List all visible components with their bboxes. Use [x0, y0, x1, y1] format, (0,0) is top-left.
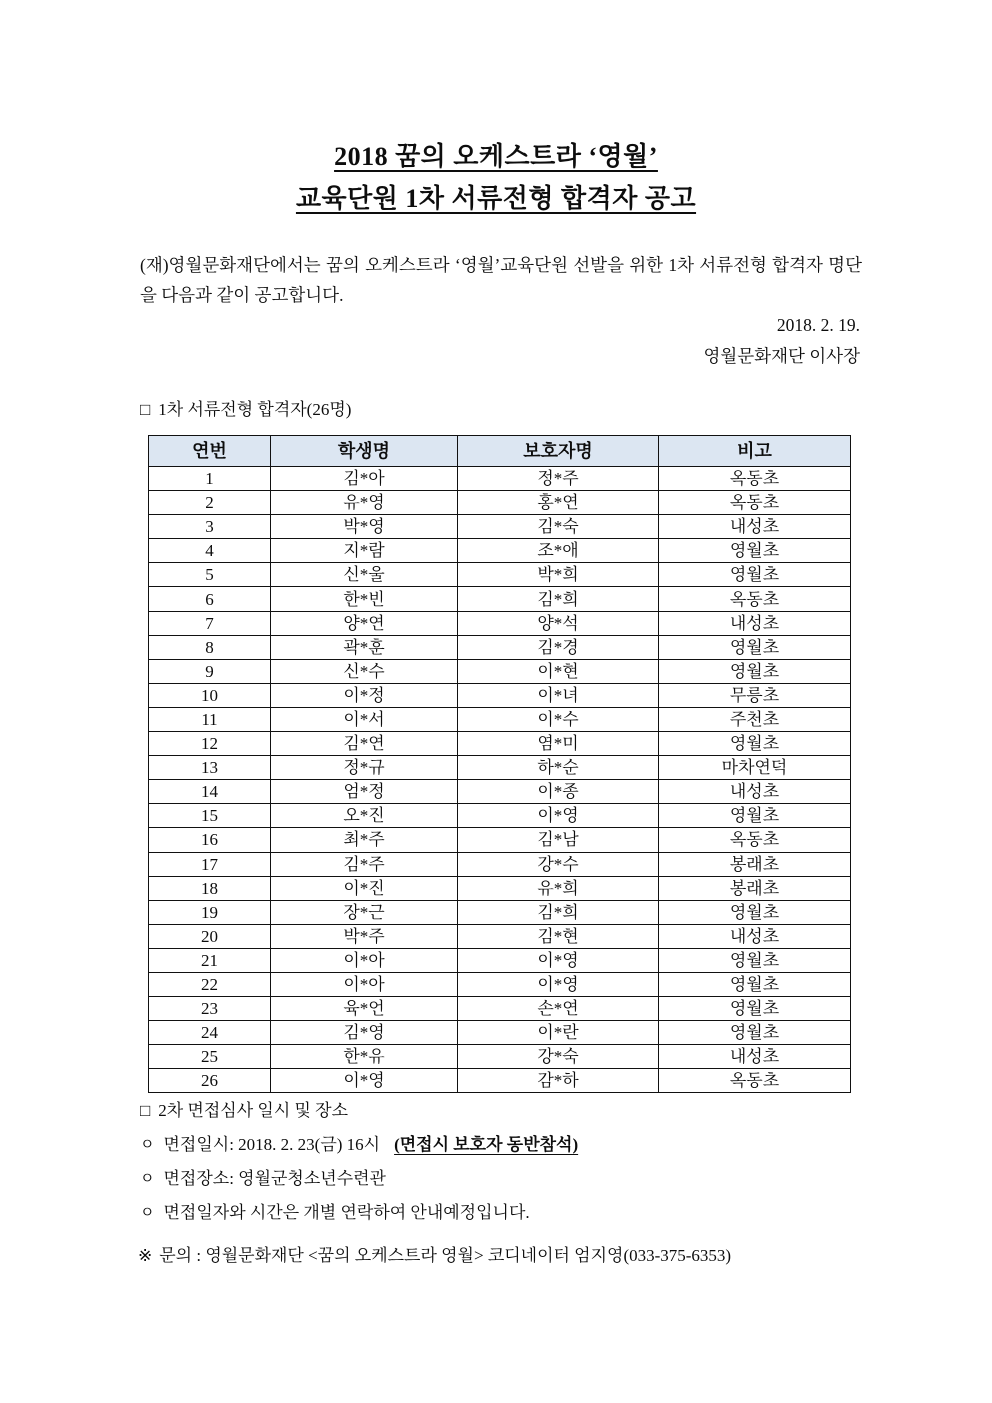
cell-guardian-name: 이*영 [458, 948, 659, 972]
table-row [149, 659, 851, 683]
table-row [149, 683, 851, 707]
cell-guardian-name: 김*숙 [458, 515, 659, 539]
cell-guardian-name: 손*연 [458, 997, 659, 1021]
cell-remark: 영월초 [659, 659, 851, 683]
intro-paragraph [140, 250, 862, 310]
cell-guardian-name: 박*희 [458, 563, 659, 587]
interview-notice-row [140, 1202, 900, 1224]
cell-student-name: 최*주 [271, 828, 458, 852]
cell-guardian-name: 김*희 [458, 587, 659, 611]
cell-student-name: 한*빈 [271, 587, 458, 611]
column-header-guardian: 보호자명 [458, 436, 659, 467]
cell-guardian-name: 조*애 [458, 539, 659, 563]
cell-guardian-name: 김*희 [458, 900, 659, 924]
cell-student-name: 김*연 [271, 732, 458, 756]
title-line-1-text: 2018 꿈의 오케스트라 ‘영월’ [334, 142, 658, 171]
cell-student-name: 김*아 [271, 467, 458, 491]
cell-remark: 영월초 [659, 563, 851, 587]
cell-seq-no: 14 [149, 780, 271, 804]
cell-seq-no: 13 [149, 756, 271, 780]
cell-student-name: 장*근 [271, 900, 458, 924]
table-header-row [149, 436, 851, 467]
issuer-name: 영월문화재단 이사장 [703, 346, 860, 367]
cell-student-name: 이*아 [271, 948, 458, 972]
table-row [149, 828, 851, 852]
document-title [0, 136, 992, 220]
table-row [149, 1045, 851, 1069]
cell-guardian-name: 하*순 [458, 756, 659, 780]
cell-remark: 영월초 [659, 997, 851, 1021]
interview-heading [140, 1100, 900, 1121]
cell-student-name: 이*진 [271, 876, 458, 900]
cell-student-name: 신*울 [271, 563, 458, 587]
interview-datetime-row [140, 1134, 900, 1156]
table-row [149, 563, 851, 587]
cell-remark: 영월초 [659, 635, 851, 659]
circle-bullet-icon: ㅇ [140, 1204, 155, 1221]
cell-seq-no: 1 [149, 467, 271, 491]
cell-remark: 무릉초 [659, 683, 851, 707]
square-bullet-icon: □ [140, 400, 151, 419]
contact-text: 문의 : 영월문화재단 <꿈의 오케스트라 영월> 코디네이터 엄지영(033-375-6353) [159, 1246, 732, 1265]
issue-date: 2018. 2. 19. [776, 315, 860, 335]
cell-seq-no: 6 [149, 587, 271, 611]
table-row [149, 900, 851, 924]
cell-seq-no: 18 [149, 876, 271, 900]
cell-remark: 마차연덕 [659, 756, 851, 780]
cell-guardian-name: 이*수 [458, 707, 659, 731]
roster-section-heading [140, 398, 351, 422]
cell-remark: 내성초 [659, 611, 851, 635]
cell-student-name: 김*영 [271, 1021, 458, 1045]
cell-remark: 내성초 [659, 780, 851, 804]
cell-remark: 영월초 [659, 1021, 851, 1045]
table-row [149, 635, 851, 659]
cell-remark: 영월초 [659, 539, 851, 563]
roster-table-body [149, 467, 851, 1093]
table-row [149, 707, 851, 731]
roster-heading-text: 1차 서류전형 합격자(26명) [158, 400, 352, 419]
cell-guardian-name: 이*종 [458, 780, 659, 804]
cell-student-name: 김*주 [271, 852, 458, 876]
cell-student-name: 신*수 [271, 659, 458, 683]
table-row [149, 924, 851, 948]
cell-seq-no: 9 [149, 659, 271, 683]
table-row [149, 1021, 851, 1045]
cell-guardian-name: 김*경 [458, 635, 659, 659]
cell-seq-no: 8 [149, 635, 271, 659]
roster-table [148, 435, 851, 1093]
cell-student-name: 이*정 [271, 683, 458, 707]
cell-remark: 내성초 [659, 1045, 851, 1069]
cell-guardian-name: 이*영 [458, 972, 659, 996]
cell-student-name: 육*언 [271, 997, 458, 1021]
table-row [149, 732, 851, 756]
title-line-1 [0, 136, 992, 178]
cell-seq-no: 26 [149, 1069, 271, 1093]
cell-seq-no: 21 [149, 948, 271, 972]
cell-remark: 영월초 [659, 900, 851, 924]
table-row [149, 587, 851, 611]
cell-student-name: 양*연 [271, 611, 458, 635]
interview-datetime-text: 면접일시: 2018. 2. 23(금) 16시 [163, 1135, 381, 1155]
signature-block [140, 310, 862, 372]
cell-guardian-name: 김*남 [458, 828, 659, 852]
table-row [149, 467, 851, 491]
interview-section [140, 1100, 900, 1236]
cell-remark: 영월초 [659, 972, 851, 996]
cell-remark: 영월초 [659, 948, 851, 972]
interview-guardian-note: (면접시 보호자 동반참석) [394, 1135, 579, 1155]
cell-seq-no: 25 [149, 1045, 271, 1069]
cell-remark: 영월초 [659, 804, 851, 828]
table-row [149, 876, 851, 900]
cell-guardian-name: 이*영 [458, 804, 659, 828]
cell-remark: 봉래초 [659, 852, 851, 876]
cell-seq-no: 20 [149, 924, 271, 948]
cell-remark: 영월초 [659, 732, 851, 756]
interview-place-text: 면접장소: 영월군청소년수련관 [163, 1169, 386, 1188]
cell-remark: 내성초 [659, 924, 851, 948]
cell-remark: 옥동초 [659, 587, 851, 611]
circle-bullet-icon: ㅇ [140, 1137, 155, 1154]
contact-line [138, 1245, 731, 1267]
table-row [149, 780, 851, 804]
intro-text: (재)영월문화재단에서는 꿈의 오케스트라 ‘영월’교육단원 선발을 위한 1차 서류전형 합격자 명단을 다음과 같이 공고합니다. [140, 255, 862, 306]
cell-student-name: 박*영 [271, 515, 458, 539]
cell-guardian-name: 이*녀 [458, 683, 659, 707]
cell-seq-no: 2 [149, 491, 271, 515]
cell-student-name: 유*영 [271, 491, 458, 515]
cell-guardian-name: 유*희 [458, 876, 659, 900]
table-row [149, 756, 851, 780]
column-header-student: 학생명 [271, 436, 458, 467]
cell-student-name: 한*유 [271, 1045, 458, 1069]
table-row [149, 997, 851, 1021]
cell-guardian-name: 감*하 [458, 1069, 659, 1093]
cell-seq-no: 19 [149, 900, 271, 924]
cell-student-name: 이*서 [271, 707, 458, 731]
cell-seq-no: 7 [149, 611, 271, 635]
cell-seq-no: 10 [149, 683, 271, 707]
cell-seq-no: 17 [149, 852, 271, 876]
cell-student-name: 정*규 [271, 756, 458, 780]
cell-remark: 옥동초 [659, 491, 851, 515]
cell-student-name: 이*아 [271, 972, 458, 996]
cell-remark: 옥동초 [659, 828, 851, 852]
cell-student-name: 박*주 [271, 924, 458, 948]
cell-seq-no: 11 [149, 707, 271, 731]
cell-student-name: 오*진 [271, 804, 458, 828]
table-row [149, 539, 851, 563]
title-line-2 [0, 178, 992, 220]
interview-notice-text: 면접일자와 시간은 개별 연락하여 안내예정입니다. [163, 1202, 530, 1222]
cell-remark: 내성초 [659, 515, 851, 539]
roster-table-wrapper [148, 435, 850, 1093]
circle-bullet-icon: ㅇ [140, 1171, 155, 1187]
cell-student-name: 이*영 [271, 1069, 458, 1093]
title-line-2-text: 교육단원 1차 서류전형 합격자 공고 [295, 184, 697, 214]
cell-guardian-name: 홍*연 [458, 491, 659, 515]
cell-guardian-name: 양*석 [458, 611, 659, 635]
cell-seq-no: 5 [149, 563, 271, 587]
roster-table-head [149, 436, 851, 467]
table-row [149, 611, 851, 635]
cell-remark: 옥동초 [659, 1069, 851, 1093]
cell-student-name: 지*람 [271, 539, 458, 563]
interview-heading-text: 2차 면접심사 일시 및 장소 [158, 1101, 349, 1120]
cell-student-name: 엄*정 [271, 780, 458, 804]
cell-seq-no: 22 [149, 972, 271, 996]
cell-guardian-name: 김*현 [458, 924, 659, 948]
cell-guardian-name: 정*주 [458, 467, 659, 491]
square-bullet-icon: □ [140, 1101, 151, 1120]
reference-mark-icon: ※ [138, 1246, 153, 1265]
column-header-no: 연번 [149, 436, 271, 467]
cell-seq-no: 16 [149, 828, 271, 852]
cell-seq-no: 12 [149, 732, 271, 756]
cell-remark: 옥동초 [659, 467, 851, 491]
table-row [149, 804, 851, 828]
cell-seq-no: 23 [149, 997, 271, 1021]
table-row [149, 515, 851, 539]
cell-student-name: 곽*훈 [271, 635, 458, 659]
cell-guardian-name: 강*숙 [458, 1045, 659, 1069]
table-row [149, 1069, 851, 1093]
cell-guardian-name: 이*현 [458, 659, 659, 683]
cell-seq-no: 4 [149, 539, 271, 563]
cell-seq-no: 24 [149, 1021, 271, 1045]
table-row [149, 972, 851, 996]
cell-remark: 봉래초 [659, 876, 851, 900]
cell-remark: 주천초 [659, 707, 851, 731]
interview-place-row [140, 1168, 900, 1190]
column-header-remark: 비고 [659, 436, 851, 467]
cell-guardian-name: 염*미 [458, 732, 659, 756]
table-row [149, 491, 851, 515]
cell-guardian-name: 강*수 [458, 852, 659, 876]
table-row [149, 948, 851, 972]
table-row [149, 852, 851, 876]
cell-seq-no: 3 [149, 515, 271, 539]
cell-guardian-name: 이*란 [458, 1021, 659, 1045]
cell-seq-no: 15 [149, 804, 271, 828]
